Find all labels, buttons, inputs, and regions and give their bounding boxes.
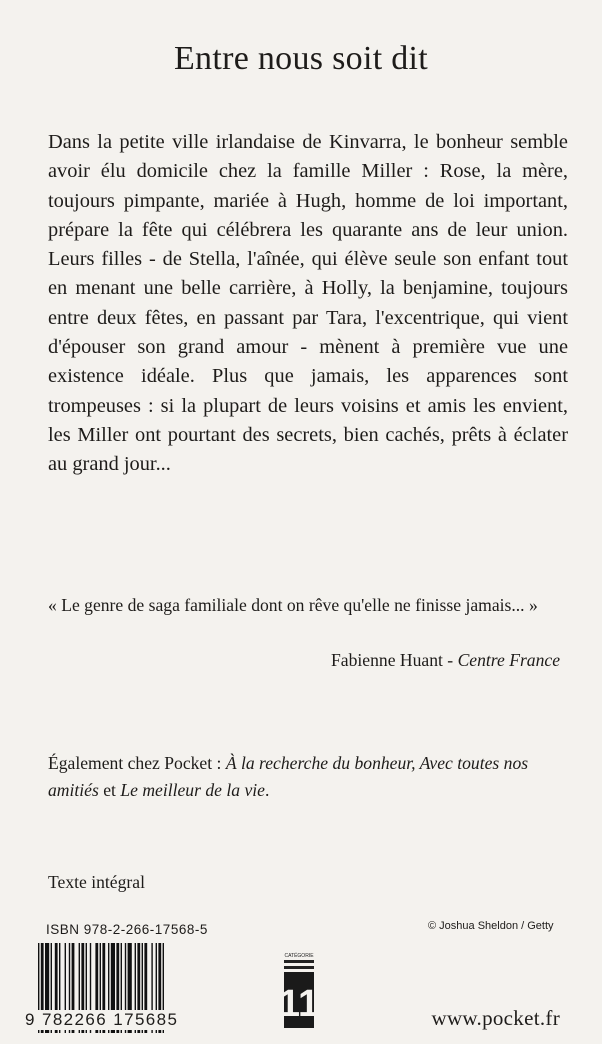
barcode-digits: 9 782266 175685 xyxy=(25,1010,179,1029)
quote-attribution xyxy=(331,650,560,671)
also-by-author xyxy=(48,750,568,804)
blurb xyxy=(48,128,568,480)
category-logo xyxy=(278,950,320,1030)
book-title: Entre nous soit dit xyxy=(173,40,429,77)
review-quote xyxy=(48,592,568,619)
category-label: CATÉGORIE xyxy=(284,953,314,959)
quote-author: Fabienne Huant xyxy=(331,650,443,670)
also-title-1: À la recherche du bonheur, Avec toutes nos amitiés xyxy=(48,753,529,800)
quote-text: « Le genre de saga familiale dont on rêve qu'elle ne finisse jamais... » xyxy=(48,595,538,615)
photo-credit: © Joshua Sheldon / Getty xyxy=(428,920,554,932)
quote-source: Centre France xyxy=(457,650,560,670)
edition-note: Texte intégral xyxy=(48,872,145,892)
quote-separator: - xyxy=(442,650,458,670)
blurb-paragraph: Dans la petite ville irlandaise de Kinvarra, le bonheur semble avoir élu domicile chez la famille Miller : Rose, la mère, toujours pimpante, mariée à Hugh, homme de loi important, prépare la fête qui célébrera les quarante ans de leur union. Leurs filles - de Stella, l'aînée, qui élève seule son enfant tout en menant une belle carrière, à Holly, la benjamine, toujours entre deux fêtes, en passant par Tara, l'excentrique, qui vient d'épouser son grand amour - mènent à première vue une existence idéale. Plus que jamais, les apparences sont trompeuses : si la plupart de leurs voisins et amis les envient, les Miller ont pourtant des secrets, bien cachés, prêts à éclater au grand jour... xyxy=(48,131,568,476)
also-suffix: . xyxy=(264,780,270,800)
also-joiner: et xyxy=(98,780,121,800)
also-prefix: Également chez Pocket : xyxy=(48,753,226,773)
category-number: 11 xyxy=(278,983,320,1025)
publisher-url: www.pocket.fr xyxy=(431,1006,560,1030)
also-title-2: Le meilleur de la vie xyxy=(120,780,265,800)
isbn: ISBN 978-2-266-17568-5 xyxy=(46,922,208,937)
